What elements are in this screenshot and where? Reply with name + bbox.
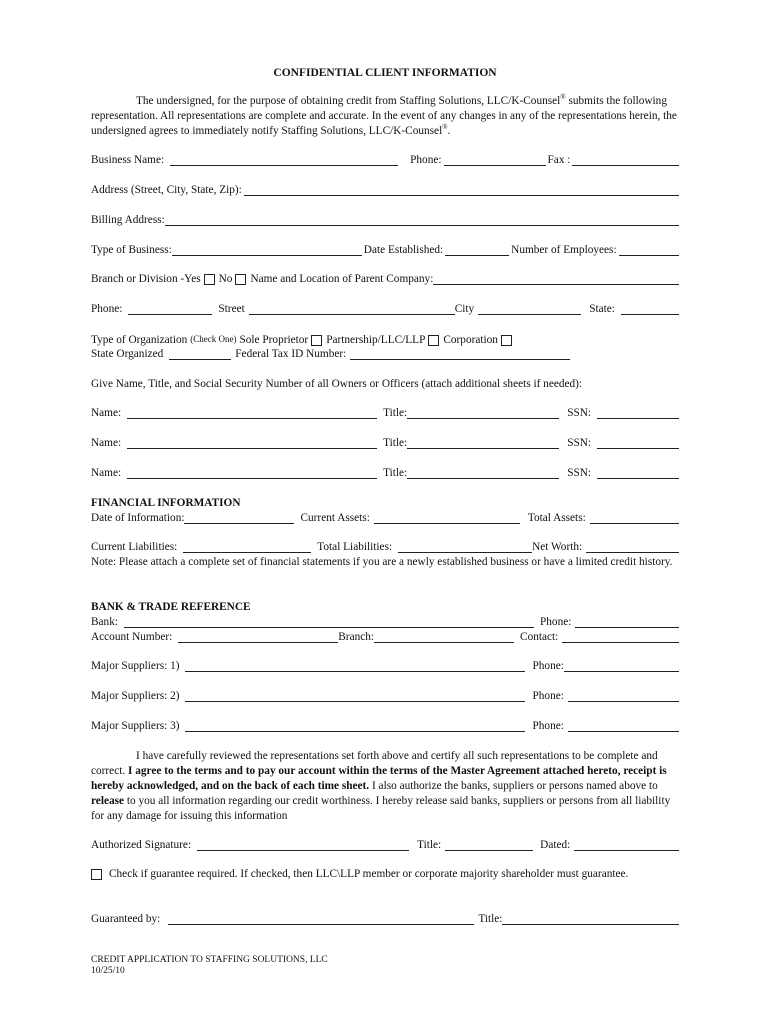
num-employees-label: Number of Employees: — [511, 244, 617, 256]
registered-mark: ® — [560, 93, 566, 102]
bank-row — [91, 615, 681, 630]
financial-row-1 — [91, 511, 681, 526]
num-employees-field[interactable] — [619, 244, 679, 256]
total-assets-field[interactable] — [590, 512, 679, 524]
account-number-field[interactable] — [178, 631, 338, 643]
parent-phone-label: Phone: — [91, 303, 123, 315]
intro-paragraph — [91, 94, 685, 139]
state-field[interactable] — [621, 303, 679, 315]
owner-ssn-label: SSN: — [567, 407, 592, 419]
supplier-row — [91, 689, 681, 704]
billing-address-label: Billing Address: — [91, 214, 165, 226]
dated-field[interactable] — [574, 839, 679, 851]
owner-row — [91, 406, 681, 421]
certification-paragraph — [91, 749, 685, 824]
bank-field[interactable] — [124, 616, 534, 628]
intro-text-3: . — [447, 125, 451, 137]
parent-contact-row — [91, 302, 681, 317]
fax-label: Fax : — [547, 154, 571, 166]
check-one-label: (Check One) — [190, 334, 237, 344]
corporation-checkbox[interactable] — [501, 335, 512, 346]
footer — [91, 955, 328, 977]
business-name-label: Business Name: — [91, 154, 165, 166]
supplier-1-field[interactable] — [185, 660, 525, 672]
billing-address-field[interactable] — [165, 214, 679, 226]
branch-division-label: Branch or Division -Yes — [91, 273, 201, 285]
current-assets-label: Current Assets: — [300, 512, 370, 524]
total-liabilities-label: Total Liabilities: — [317, 541, 393, 553]
business-name-field[interactable] — [170, 154, 398, 166]
financial-note: Note: Please attach a complete set of financial statements if you are a newly established business or have a limited credit history. — [91, 556, 673, 568]
state-organized-field[interactable] — [169, 348, 231, 360]
business-type-row — [91, 243, 681, 258]
certification-text-3: to you all information regarding our credit worthiness. I hereby release said banks, suppliers or persons from all liability for any damage for issuing this information — [91, 795, 671, 822]
city-field[interactable] — [478, 303, 581, 315]
parent-company-label: Name and Location of Parent Company: — [250, 273, 434, 285]
guarantee-checkbox[interactable] — [91, 869, 102, 880]
parent-phone-field[interactable] — [128, 303, 212, 315]
state-label: State: — [589, 303, 615, 315]
owner-name-field[interactable] — [127, 467, 377, 479]
type-of-business-field[interactable] — [172, 244, 362, 256]
bank-phone-label: Phone: — [540, 616, 572, 628]
supplier-3-phone-field[interactable] — [568, 720, 679, 732]
branch-no-label: No — [218, 273, 233, 285]
fax-field[interactable] — [572, 154, 679, 166]
address-field[interactable] — [244, 184, 679, 196]
owner-ssn-field[interactable] — [597, 407, 679, 419]
branch-division-row — [91, 272, 681, 287]
branch-yes-checkbox[interactable] — [204, 274, 215, 285]
signature-row — [91, 838, 681, 853]
type-of-business-label: Type of Business: — [91, 244, 172, 256]
guarantee-text: Check if guarantee required. If checked, then LLC\LLP member or corporate majority shareholder must guarantee. — [109, 868, 629, 880]
supplier-row — [91, 659, 681, 674]
sole-proprietor-checkbox[interactable] — [311, 335, 322, 346]
state-organized-label: State Organized — [91, 348, 164, 360]
guaranteed-by-field[interactable] — [168, 913, 474, 925]
certification-text-2: I also authorize the banks, suppliers or persons named above to — [369, 780, 658, 792]
footer-title: CREDIT APPLICATION TO STAFFING SOLUTIONS, LLC — [91, 955, 328, 965]
owner-title-field[interactable] — [407, 467, 559, 479]
guarantee-paragraph — [91, 867, 651, 882]
financial-row-2 — [91, 540, 681, 555]
branch-field[interactable] — [374, 631, 514, 643]
authorized-signature-field[interactable] — [197, 839, 409, 851]
sole-proprietor-label: Sole Proprietor — [239, 334, 309, 346]
net-worth-label: Net Worth: — [532, 541, 583, 553]
supplier-3-field[interactable] — [185, 720, 525, 732]
address-row — [91, 183, 681, 198]
owner-name-label: Name: — [91, 437, 122, 449]
total-liabilities-field[interactable] — [398, 541, 532, 553]
parent-company-field[interactable] — [433, 273, 679, 285]
date-of-info-field[interactable] — [184, 512, 294, 524]
city-label: City — [454, 303, 475, 315]
owner-row — [91, 436, 681, 451]
supplier-2-phone-field[interactable] — [568, 690, 679, 702]
account-number-label: Account Number: — [91, 631, 173, 643]
supplier-2-field[interactable] — [185, 690, 525, 702]
owner-name-label: Name: — [91, 467, 122, 479]
guarantor-title-field[interactable] — [502, 913, 679, 925]
owners-instructions-text: Give Name, Title, and Social Security Number of all Owners or Officers (attach additional sheets if needed): — [91, 378, 583, 390]
supplier-1-label: Major Suppliers: 1) — [91, 660, 180, 672]
owner-title-field[interactable] — [407, 437, 559, 449]
financial-heading: FINANCIAL INFORMATION — [91, 497, 241, 509]
owner-ssn-field[interactable] — [597, 437, 679, 449]
owner-ssn-label: SSN: — [567, 437, 592, 449]
footer-date: 10/25/10 — [91, 966, 125, 976]
bank-label: Bank: — [91, 616, 118, 628]
page-title: CONFIDENTIAL CLIENT INFORMATION — [273, 67, 497, 79]
supplier-3-phone-label: Phone: — [532, 720, 564, 732]
guarantor-title-label: Title: — [478, 913, 503, 925]
owner-name-field[interactable] — [127, 437, 377, 449]
branch-no-checkbox[interactable] — [235, 274, 246, 285]
partnership-label: Partnership/LLC/LLP — [326, 334, 426, 346]
net-worth-field[interactable] — [586, 541, 679, 553]
date-established-label: Date Established: — [363, 244, 444, 256]
corporation-label: Corporation — [443, 334, 498, 346]
contact-field[interactable] — [562, 631, 679, 643]
intro-text-1: The undersigned, for the purpose of obtaining credit from Staffing Solutions, LLC/K-Counsel — [136, 95, 561, 107]
federal-tax-id-label: Federal Tax ID Number: — [235, 348, 347, 360]
owner-name-field[interactable] — [127, 407, 377, 419]
owner-name-label: Name: — [91, 407, 122, 419]
supplier-1-phone-label: Phone: — [532, 660, 564, 672]
bank-phone-field[interactable] — [575, 616, 679, 628]
authorized-signature-label: Authorized Signature: — [91, 839, 192, 851]
partnership-checkbox[interactable] — [428, 335, 439, 346]
owner-ssn-field[interactable] — [597, 467, 679, 479]
street-field[interactable] — [249, 303, 455, 315]
street-label: Street — [218, 303, 245, 315]
certification-text-1: I have carefully reviewed the representations set forth above and certify all such representations to be complete and correct. — [91, 750, 658, 777]
phone-field[interactable] — [444, 154, 546, 166]
owners-instructions — [91, 377, 681, 392]
dated-label: Dated: — [540, 839, 571, 851]
certification-release-bold: release — [91, 795, 125, 807]
bank-heading: BANK & TRADE REFERENCE — [91, 601, 251, 613]
signature-title-label: Title: — [417, 839, 442, 851]
guaranteed-by-row — [91, 912, 681, 927]
phone-label: Phone: — [410, 154, 442, 166]
owner-row — [91, 466, 681, 481]
supplier-2-phone-label: Phone: — [532, 690, 564, 702]
state-organized-row — [91, 347, 681, 362]
owner-title-label: Title: — [383, 467, 408, 479]
owner-ssn-label: SSN: — [567, 467, 592, 479]
branch-label: Branch: — [338, 631, 375, 643]
guaranteed-by-label: Guaranteed by: — [91, 913, 161, 925]
owner-title-field[interactable] — [407, 407, 559, 419]
owner-title-label: Title: — [383, 437, 408, 449]
supplier-2-label: Major Suppliers: 2) — [91, 690, 180, 702]
total-assets-label: Total Assets: — [527, 512, 586, 524]
current-liabilities-label: Current Liabilities: — [91, 541, 178, 553]
supplier-row — [91, 719, 681, 734]
contact-label: Contact: — [520, 631, 559, 643]
supplier-1-phone-field[interactable] — [564, 660, 679, 672]
date-of-info-label: Date of Information: — [91, 512, 185, 524]
current-liabilities-field[interactable] — [183, 541, 311, 553]
date-established-field[interactable] — [445, 244, 509, 256]
certification-terms-bold: I agree to the terms and to pay our account within the terms of the Master Agreement attached hereto, receipt is hereby acknowledged, and on the back of each time sheet. — [91, 765, 667, 792]
organization-type-row — [91, 332, 681, 348]
supplier-3-label: Major Suppliers: 3) — [91, 720, 180, 732]
registered-mark: ® — [442, 123, 448, 132]
federal-tax-id-field[interactable] — [350, 348, 570, 360]
billing-address-row — [91, 213, 681, 228]
signature-title-field[interactable] — [445, 839, 533, 851]
address-label: Address (Street, City, State, Zip): — [91, 184, 242, 196]
current-assets-field[interactable] — [374, 512, 520, 524]
owner-title-label: Title: — [383, 407, 408, 419]
business-name-row — [91, 153, 681, 168]
account-row — [91, 630, 681, 645]
intro-text-2: submits the following representation. All representations are complete and accurate. In the event of any changes in any of the representations herein, the undersigned agrees to immediately notify Staffing Solutions, LLC/K-Counsel — [91, 95, 677, 137]
type-of-org-label: Type of Organization — [91, 334, 188, 346]
